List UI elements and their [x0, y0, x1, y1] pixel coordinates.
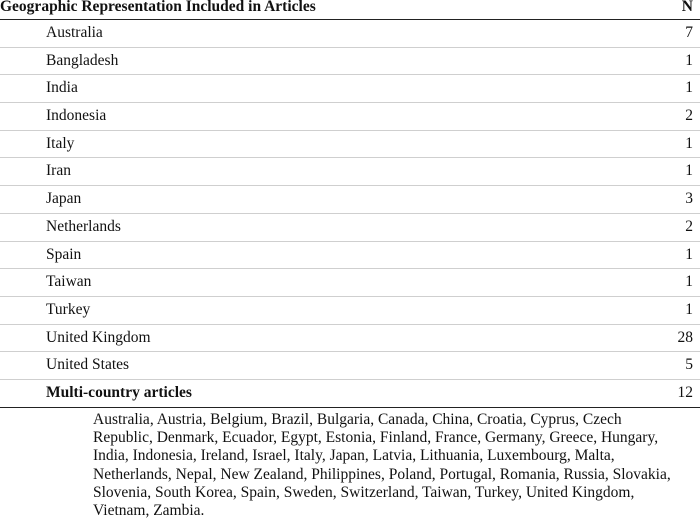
article-count: 1 [685, 162, 693, 180]
table-row [0, 186, 700, 214]
table-row [0, 242, 700, 270]
article-count: 7 [685, 24, 693, 41]
country-name: Indonesia [46, 107, 107, 125]
article-count: 1 [685, 300, 693, 318]
table-row [0, 325, 700, 353]
country-name: Italy [46, 134, 75, 152]
country-name: Japan [46, 190, 82, 208]
article-count: 5 [685, 356, 693, 374]
header-n: N [681, 0, 693, 15]
article-count: 2 [685, 107, 693, 125]
article-count: 1 [685, 79, 693, 97]
country-name: Turkey [46, 300, 91, 318]
multi-country-count: 12 [677, 383, 693, 401]
country-name: United States [46, 356, 130, 374]
multi-country-list: Australia, Austria, Belgium, Brazil, Bulgaria, Canada, China, Croatia, Cyprus, Czech Republic, Denmark, Ecuador, Egypt, Estonia, Finland, France, Germany, Greece, Hungary, India, Indonesia, Ireland, Israel, Italy, Japan, Latvia, Lithuania, Luxembourg, Malta, Netherlands, Nepal, New Zealand, Philippines, Poland, Portugal, Romania, Russia, Slovakia, Slovenia, South Korea, Spain, Sweden, Switzerland, Taiwan, Turkey, United Kingdom, Vietnam, Zambia. [93, 411, 671, 520]
country-name: Netherlands [46, 217, 121, 235]
country-name: India [46, 79, 78, 97]
country-name: Iran [46, 162, 71, 180]
table-header [0, 0, 700, 20]
article-count: 1 [685, 245, 693, 263]
table-row [0, 352, 700, 380]
table-row [0, 269, 700, 297]
article-count: 3 [685, 190, 693, 208]
table-row [0, 158, 700, 186]
header-label: Geographic Representation Included in Articles [0, 0, 316, 15]
country-name: Taiwan [46, 273, 92, 291]
article-count: 1 [685, 51, 693, 69]
article-count: 28 [677, 328, 693, 346]
table-row [0, 214, 700, 242]
article-count: 2 [685, 217, 693, 235]
country-name: United Kingdom [46, 328, 151, 346]
table-row [0, 20, 700, 48]
country-name: Bangladesh [46, 51, 119, 69]
country-name: Spain [46, 245, 82, 263]
table-row [0, 103, 700, 131]
multi-country-label: Multi-country articles [46, 383, 192, 401]
article-count: 1 [685, 273, 693, 291]
table-body [0, 20, 700, 380]
multi-country-row [0, 380, 700, 408]
article-count: 1 [685, 134, 693, 152]
table-row [0, 131, 700, 159]
table-row [0, 297, 700, 325]
table-row [0, 48, 700, 76]
country-name: Australia [46, 24, 103, 41]
table-row [0, 75, 700, 103]
